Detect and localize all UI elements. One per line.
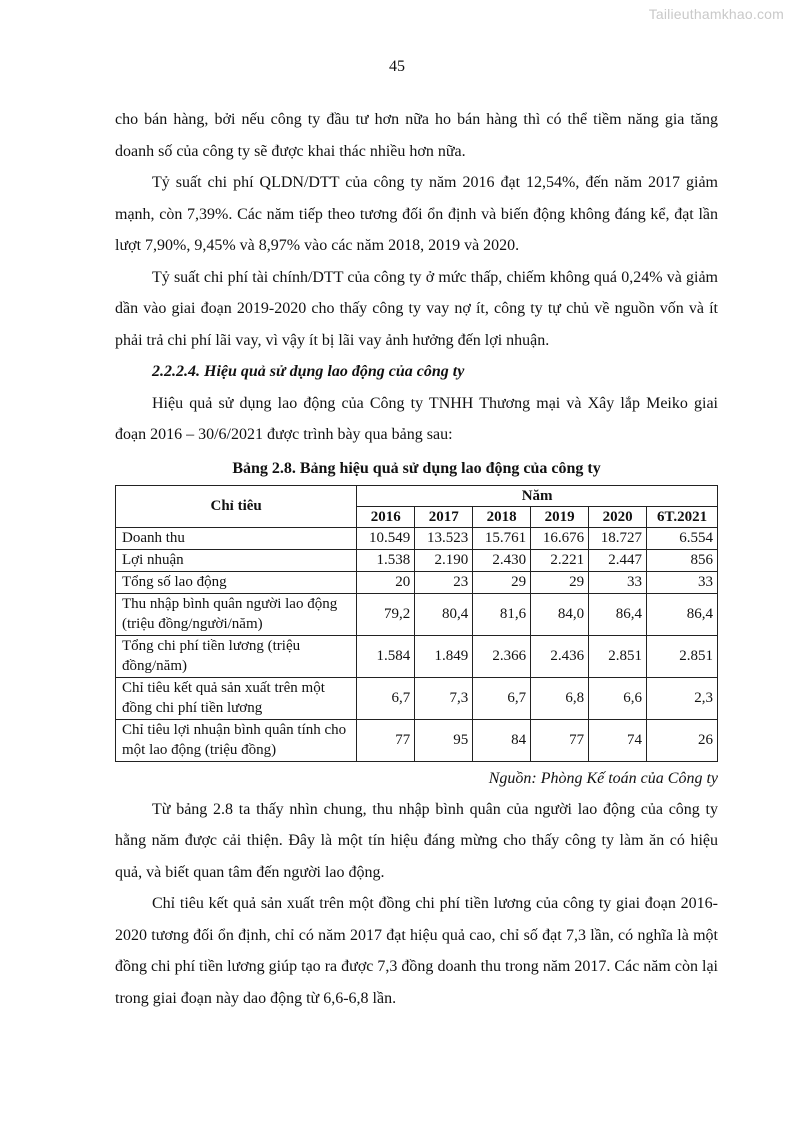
- section-heading: 2.2.2.4. Hiệu quả sử dụng lao động của công ty: [152, 363, 465, 380]
- row-label: Thu nhập bình quân người lao động (triệu đồng/người/năm): [116, 593, 357, 635]
- table-cell: 2.221: [531, 549, 589, 571]
- page-number: 45: [389, 58, 405, 75]
- table-cell: 23: [415, 571, 473, 593]
- row-label: Doanh thu: [116, 527, 357, 549]
- table-row: [116, 593, 718, 635]
- table-cell: 15.761: [473, 527, 531, 549]
- table-row: [116, 549, 718, 571]
- table-cell: 856: [647, 549, 718, 571]
- header-year-group: Năm: [357, 485, 718, 506]
- table-cell: 86,4: [589, 593, 647, 635]
- table-row: [116, 571, 718, 593]
- table-source: Nguồn: Phòng Kế toán của Công ty: [488, 769, 718, 787]
- table-row: [116, 527, 718, 549]
- paragraph: cho bán hàng, bởi nếu công ty đầu tư hơn nữa ho bán hàng thì có thể tiềm năng gia tăng doanh số của công ty sẽ được khai thác nhiều hơn nữa.: [115, 111, 718, 160]
- header-year: 2020: [589, 506, 647, 527]
- paragraph: Tỷ suất chi phí tài chính/DTT của công ty ở mức thấp, chiếm không quá 0,24% và giảm dần vào giai đoạn 2019-2020 cho thấy công ty vay nợ ít, công ty tự chủ về nguồn vốn và ít phải trả chi phí lãi vay, vì vậy ít bị lãi vay ảnh hưởng đến lợi nhuận.: [115, 268, 718, 349]
- table-cell: 86,4: [647, 593, 718, 635]
- table-cell: 20: [357, 571, 415, 593]
- row-label: Tổng chi phí tiền lương (triệu đồng/năm): [116, 635, 357, 677]
- table-cell: 2.190: [415, 549, 473, 571]
- table-row: [116, 635, 718, 677]
- table-cell: 2.366: [473, 635, 531, 677]
- paragraph: Từ bảng 2.8 ta thấy nhìn chung, thu nhập bình quân của người lao động của công ty hằng năm được cải thiện. Đây là một tín hiệu đáng mừng cho thấy công ty làm ăn có hiệu quả, và biết quan tâm đến người lao động.: [115, 800, 718, 881]
- labor-efficiency-table: [115, 485, 718, 762]
- header-year: 2016: [357, 506, 415, 527]
- table-cell: 1.849: [415, 635, 473, 677]
- table-cell: 84: [473, 719, 531, 761]
- table-cell: 6,6: [589, 677, 647, 719]
- table-cell: 13.523: [415, 527, 473, 549]
- table-cell: 1.584: [357, 635, 415, 677]
- table-cell: 2.430: [473, 549, 531, 571]
- table-cell: 95: [415, 719, 473, 761]
- table-cell: 6.554: [647, 527, 718, 549]
- table-cell: 79,2: [357, 593, 415, 635]
- table-cell: 80,4: [415, 593, 473, 635]
- row-label: Tổng số lao động: [116, 571, 357, 593]
- table-cell: 81,6: [473, 593, 531, 635]
- table-cell: 2,3: [647, 677, 718, 719]
- header-indicator: Chỉ tiêu: [116, 485, 357, 527]
- table-cell: 6,7: [473, 677, 531, 719]
- row-label: Lợi nhuận: [116, 549, 357, 571]
- table-cell: 33: [589, 571, 647, 593]
- row-label: Chỉ tiêu lợi nhuận bình quân tính cho một lao động (triệu đồng): [116, 719, 357, 761]
- table-caption: Bảng 2.8. Bảng hiệu quả sử dụng lao động của công ty: [232, 459, 601, 477]
- table-cell: 2.851: [589, 635, 647, 677]
- paragraph: Tỷ suất chi phí QLDN/DTT của công ty năm 2016 đạt 12,54%, đến năm 2017 giảm mạnh, còn 7,39%. Các năm tiếp theo tương đối ổn định và biến động không đáng kể, đạt lần lượt 7,90%, 9,45% và 8,97% vào các năm 2018, 2019 và 2020.: [115, 174, 718, 254]
- table-row: [116, 719, 718, 761]
- header-year: 2019: [531, 506, 589, 527]
- table-cell: 77: [357, 719, 415, 761]
- table-cell: 7,3: [415, 677, 473, 719]
- table-cell: 6,8: [531, 677, 589, 719]
- paragraph: Hiệu quả sử dụng lao động của Công ty TNHH Thương mại và Xây lắp Meiko giai đoạn 2016 – 30/6/2021 được trình bày qua bảng sau:: [115, 394, 718, 443]
- table-cell: 2.851: [647, 635, 718, 677]
- table-cell: 84,0: [531, 593, 589, 635]
- table-cell: 16.676: [531, 527, 589, 549]
- table-cell: 1.538: [357, 549, 415, 571]
- header-year: 2018: [473, 506, 531, 527]
- table-cell: 74: [589, 719, 647, 761]
- table-cell: 2.447: [589, 549, 647, 571]
- table-cell: 2.436: [531, 635, 589, 677]
- table-cell: 26: [647, 719, 718, 761]
- row-label: Chỉ tiêu kết quả sản xuất trên một đồng chi phí tiền lương: [116, 677, 357, 719]
- table-cell: 6,7: [357, 677, 415, 719]
- paragraph: Chỉ tiêu kết quả sản xuất trên một đồng chi phí tiền lương của công ty giai đoạn 2016-2020 tương đối ổn định, chỉ có năm 2017 đạt hiệu quả cao, chỉ số đạt 7,3 lần, có nghĩa là một đồng chi phí tiền lương giúp tạo ra được 7,3 đồng doanh thu trong năm 2017. Các năm còn lại trong giai đoạn này dao động từ 6,6-6,8 lần.: [115, 895, 718, 1007]
- table-row: [116, 677, 718, 719]
- table-cell: 29: [473, 571, 531, 593]
- table-cell: 29: [531, 571, 589, 593]
- table-cell: 77: [531, 719, 589, 761]
- header-year: 6T.2021: [647, 506, 718, 527]
- header-year: 2017: [415, 506, 473, 527]
- table-cell: 33: [647, 571, 718, 593]
- table-cell: 10.549: [357, 527, 415, 549]
- table-cell: 18.727: [589, 527, 647, 549]
- watermark: Tailieuthamkhao.com: [648, 6, 784, 22]
- document-body: [115, 104, 718, 1014]
